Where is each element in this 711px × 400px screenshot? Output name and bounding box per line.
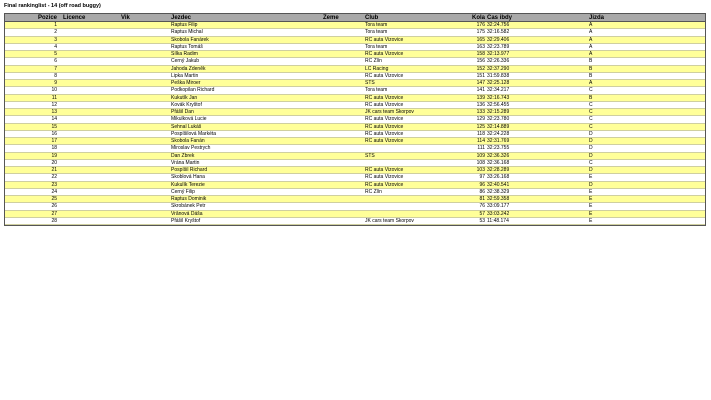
cell-driver: Raptus Dominik bbox=[171, 196, 207, 202]
cell-driver: Mikulková Lucie bbox=[171, 116, 207, 123]
cell-time: 32:28.289 bbox=[487, 167, 510, 173]
cell-time: 32:38.329 bbox=[487, 188, 510, 195]
cell-position: 24 bbox=[51, 188, 57, 195]
cell-driver: Jahoda Zdeněk bbox=[171, 65, 206, 72]
cell-club: RC auta Vizovice bbox=[365, 174, 404, 181]
cell-heat: C bbox=[589, 109, 593, 115]
cell-driver: Sílka Radim bbox=[171, 51, 198, 57]
cell-time: 32:56.455 bbox=[487, 101, 510, 108]
cell-position: 12 bbox=[51, 101, 57, 108]
cell-heat: C bbox=[589, 159, 593, 166]
cell-driver: Černý Jakub bbox=[171, 58, 200, 65]
table-row bbox=[5, 145, 705, 152]
table-row bbox=[5, 29, 705, 36]
cell-club: JK cars team Skorpov bbox=[365, 217, 414, 224]
column-header-cas[interactable]: Cas ibdy bbox=[487, 15, 513, 21]
cell-position: 18 bbox=[51, 145, 57, 152]
table-row bbox=[5, 174, 705, 181]
cell-club: RC auta Vizovice bbox=[365, 36, 404, 43]
cell-position: 19 bbox=[51, 152, 57, 159]
cell-position: 28 bbox=[51, 217, 57, 224]
cell-driver: Peška Miroer bbox=[171, 80, 201, 86]
cell-laps: 109 bbox=[476, 152, 485, 159]
cell-club: RC auta Vizovice bbox=[365, 94, 404, 101]
table-row bbox=[5, 124, 705, 131]
cell-driver: Podkopilan Richard bbox=[171, 87, 215, 94]
cell-heat: D bbox=[589, 138, 593, 144]
cell-laps: 81 bbox=[479, 196, 485, 202]
cell-laps: 176 bbox=[476, 22, 485, 28]
cell-time: 32:31.769 bbox=[487, 138, 510, 144]
cell-heat: E bbox=[589, 174, 593, 181]
cell-laps: 158 bbox=[476, 51, 485, 57]
table-row bbox=[5, 116, 705, 123]
cell-club: Tora team bbox=[365, 22, 388, 28]
cell-time: 32:23.780 bbox=[487, 116, 510, 123]
cell-heat: B bbox=[589, 72, 593, 79]
table-row bbox=[5, 102, 705, 109]
cell-position: 21 bbox=[51, 167, 57, 173]
cell-laps: 141 bbox=[476, 87, 485, 94]
cell-driver: Raptus Tomáš bbox=[171, 43, 203, 50]
cell-time: 32:26.336 bbox=[487, 58, 510, 65]
column-header-jizda[interactable]: Jizda bbox=[589, 15, 605, 21]
cell-driver: Kukulík Terezie bbox=[171, 181, 205, 188]
cell-club: Tora team bbox=[365, 87, 388, 94]
cell-time: 33:09.177 bbox=[487, 203, 510, 210]
table-row bbox=[5, 109, 705, 116]
table-row bbox=[5, 211, 705, 218]
cell-heat: D bbox=[589, 167, 593, 173]
cell-time: 32:24.228 bbox=[487, 130, 510, 137]
table-row bbox=[5, 80, 705, 87]
cell-driver: Vrânová Dáša bbox=[171, 210, 203, 217]
cell-club: RC auta Vizovice bbox=[365, 181, 404, 188]
cell-time: 32:24.756 bbox=[487, 22, 510, 28]
cell-driver: Dan Zbrek bbox=[171, 152, 195, 159]
cell-time: 33:26.168 bbox=[487, 174, 510, 181]
cell-club: RC auta Vizovice bbox=[365, 167, 404, 173]
cell-position: 7 bbox=[54, 65, 57, 72]
cell-driver: Skobola Fanárek bbox=[171, 36, 209, 43]
cell-time: 32:25.128 bbox=[487, 80, 510, 86]
cell-time: 32:37.290 bbox=[487, 65, 510, 72]
cell-heat: E bbox=[589, 217, 593, 224]
table-header bbox=[5, 14, 705, 22]
column-header-licence[interactable]: Licence bbox=[63, 15, 86, 21]
table-body bbox=[5, 22, 705, 225]
cell-club: RC auta Vizovice bbox=[365, 130, 404, 137]
cell-heat: C bbox=[589, 87, 593, 94]
cell-driver: Skobola Fanán bbox=[171, 138, 205, 144]
cell-laps: 111 bbox=[477, 145, 485, 152]
cell-laps: 96 bbox=[479, 181, 485, 188]
cell-driver: Skoblová Hana bbox=[171, 174, 205, 181]
cell-time: 32:36.168 bbox=[487, 159, 510, 166]
cell-time: 32:59.358 bbox=[487, 196, 510, 202]
table-row bbox=[5, 37, 705, 44]
table-row bbox=[5, 73, 705, 80]
column-header-zeme[interactable]: Zeme bbox=[323, 15, 339, 21]
table-row bbox=[5, 160, 705, 167]
cell-heat: A bbox=[589, 22, 593, 28]
cell-driver: Kukutík Jan bbox=[171, 94, 198, 101]
cell-heat: D bbox=[589, 152, 593, 159]
cell-club: RC auta Vizovice bbox=[365, 101, 404, 108]
cell-laps: 125 bbox=[476, 123, 485, 130]
table-row bbox=[5, 153, 705, 160]
cell-heat: B bbox=[589, 94, 593, 101]
cell-position: 9 bbox=[54, 80, 57, 86]
cell-heat: B bbox=[589, 65, 593, 72]
cell-position: 20 bbox=[51, 159, 57, 166]
table-row bbox=[5, 131, 705, 138]
cell-position: 25 bbox=[51, 196, 57, 202]
cell-driver: Pospíšilová Markéta bbox=[171, 130, 217, 137]
table-row bbox=[5, 218, 705, 225]
table-row bbox=[5, 189, 705, 196]
cell-driver: Černý Filip bbox=[171, 188, 195, 195]
cell-heat: C bbox=[589, 123, 593, 130]
cell-time: 32:40.541 bbox=[487, 181, 510, 188]
cell-position: 13 bbox=[51, 109, 57, 115]
column-header-jezdec[interactable]: Jezdec bbox=[171, 15, 192, 21]
table-row bbox=[5, 66, 705, 73]
cell-laps: 133 bbox=[476, 109, 485, 115]
cell-driver: Lipka Martin bbox=[171, 72, 199, 79]
table-row bbox=[5, 138, 705, 145]
cell-laps: 175 bbox=[476, 29, 485, 36]
cell-heat: C bbox=[589, 116, 593, 123]
cell-time: 32:34.217 bbox=[487, 87, 510, 94]
cell-heat: E bbox=[589, 188, 593, 195]
cell-laps: 114 bbox=[477, 138, 485, 144]
cell-laps: 139 bbox=[476, 94, 485, 101]
cell-position: 4 bbox=[54, 43, 57, 50]
cell-club: RC Zlín bbox=[365, 188, 382, 195]
cell-time: 32:14.889 bbox=[487, 123, 510, 130]
cell-time: 32:13.977 bbox=[487, 51, 510, 57]
cell-club: STS bbox=[365, 80, 375, 86]
cell-heat: D bbox=[589, 181, 593, 188]
cell-club: RC auta Vizovice bbox=[365, 51, 404, 57]
table-row bbox=[5, 58, 705, 65]
cell-laps: 136 bbox=[476, 101, 485, 108]
cell-laps: 147 bbox=[476, 80, 485, 86]
table-row bbox=[5, 203, 705, 210]
cell-position: 1 bbox=[54, 22, 57, 28]
cell-heat: A bbox=[589, 36, 593, 43]
cell-time: 33:03.242 bbox=[487, 210, 510, 217]
cell-time: 32:36.326 bbox=[487, 152, 510, 159]
column-header-club[interactable]: Club bbox=[365, 15, 379, 21]
cell-laps: 129 bbox=[476, 116, 485, 123]
cell-laps: 163 bbox=[476, 43, 485, 50]
cell-position: 10 bbox=[51, 87, 57, 94]
cell-position: 23 bbox=[51, 181, 57, 188]
cell-position: 2 bbox=[54, 29, 57, 36]
cell-position: 8 bbox=[54, 72, 57, 79]
cell-driver: Kovák Kryštof bbox=[171, 101, 202, 108]
cell-position: 15 bbox=[51, 123, 57, 130]
table-row bbox=[5, 51, 705, 58]
cell-position: 3 bbox=[54, 36, 57, 43]
ranking-table bbox=[4, 13, 706, 226]
cell-position: 11 bbox=[51, 94, 57, 101]
column-header-pozice[interactable]: Pozice bbox=[37, 15, 57, 21]
cell-heat: D bbox=[589, 145, 593, 152]
cell-position: 26 bbox=[51, 203, 57, 210]
cell-laps: 151 bbox=[476, 72, 485, 79]
cell-driver: Skrobánek Petr bbox=[171, 203, 206, 210]
cell-position: 22 bbox=[51, 174, 57, 181]
cell-club: STS bbox=[365, 152, 375, 159]
table-row bbox=[5, 44, 705, 51]
cell-laps: 108 bbox=[476, 159, 485, 166]
cell-club: RC auta Vizovice bbox=[365, 123, 404, 130]
cell-heat: C bbox=[589, 101, 593, 108]
cell-time: 31:59.838 bbox=[487, 72, 510, 79]
cell-heat: A bbox=[589, 29, 593, 36]
cell-heat: D bbox=[589, 130, 593, 137]
cell-laps: 76 bbox=[479, 203, 485, 210]
cell-time: 32:16.582 bbox=[487, 29, 510, 36]
cell-driver: Vrána Martin bbox=[171, 159, 200, 166]
cell-time: 32:15.289 bbox=[487, 109, 510, 115]
table-row bbox=[5, 87, 705, 94]
cell-laps: 86 bbox=[479, 188, 485, 195]
cell-club: RC auta Vizovice bbox=[365, 138, 404, 144]
cell-club: Tora team bbox=[365, 43, 388, 50]
cell-driver: Pfášil Dan bbox=[171, 109, 194, 115]
cell-time: 32:29.406 bbox=[487, 36, 510, 43]
cell-laps: 97 bbox=[479, 174, 485, 181]
cell-heat: A bbox=[589, 80, 593, 86]
table-row bbox=[5, 95, 705, 102]
cell-laps: 165 bbox=[476, 36, 485, 43]
column-header-vek[interactable]: Vik bbox=[121, 15, 130, 21]
page-title: Final rankinglist - 14 (off road buggy) bbox=[4, 3, 101, 9]
cell-driver: Pfášil Kryštof bbox=[171, 217, 201, 224]
cell-position: 14 bbox=[51, 116, 57, 123]
cell-laps: 118 bbox=[477, 130, 485, 137]
cell-club: RC auta Vizovice bbox=[365, 72, 404, 79]
cell-time: 11:48.174 bbox=[487, 217, 509, 224]
cell-heat: E bbox=[589, 196, 593, 202]
cell-heat: A bbox=[589, 43, 593, 50]
cell-time: 32:16.743 bbox=[487, 94, 510, 101]
cell-driver: Raptus Filip bbox=[171, 22, 198, 28]
cell-club: LC Racing bbox=[365, 65, 389, 72]
cell-heat: A bbox=[589, 51, 593, 57]
cell-laps: 53 bbox=[479, 217, 485, 224]
cell-heat: E bbox=[589, 210, 593, 217]
cell-heat: E bbox=[589, 203, 593, 210]
table-row bbox=[5, 167, 705, 174]
cell-laps: 57 bbox=[479, 210, 485, 217]
cell-driver: Raptus Michal bbox=[171, 29, 203, 36]
cell-position: 17 bbox=[51, 138, 57, 144]
cell-driver: Sehnal Lukáš bbox=[171, 123, 202, 130]
cell-position: 6 bbox=[54, 58, 57, 65]
cell-club: RC auta Vizovice bbox=[365, 116, 404, 123]
cell-position: 5 bbox=[54, 51, 57, 57]
cell-time: 32:23.789 bbox=[487, 43, 510, 50]
cell-club: Tora team bbox=[365, 29, 388, 36]
cell-position: 27 bbox=[51, 210, 57, 217]
cell-club: JK cars team Skorpov bbox=[365, 109, 414, 115]
column-header-kola[interactable]: Kola bbox=[471, 15, 485, 21]
table-row bbox=[5, 182, 705, 189]
cell-laps: 152 bbox=[476, 65, 485, 72]
cell-driver: Miroslav Pestrych bbox=[171, 145, 211, 152]
cell-time: 32:23.755 bbox=[487, 145, 510, 152]
cell-laps: 156 bbox=[476, 58, 485, 65]
table-row bbox=[5, 22, 705, 29]
cell-heat: B bbox=[589, 58, 593, 65]
table-row bbox=[5, 196, 705, 203]
cell-club: RC Zlín bbox=[365, 58, 382, 65]
cell-position: 16 bbox=[51, 130, 57, 137]
cell-driver: Pospíšil Richard bbox=[171, 167, 208, 173]
cell-laps: 103 bbox=[476, 167, 485, 173]
